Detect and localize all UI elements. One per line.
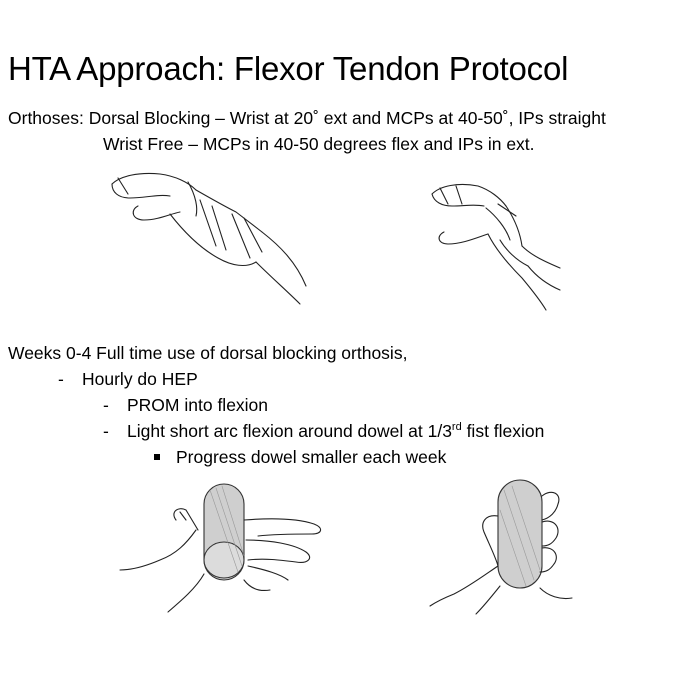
- page-title: HTA Approach: Flexor Tendon Protocol: [8, 50, 569, 87]
- wrist-free-line: Wrist Free – MCPs in 40-50 degrees flex and IPs in ext.: [103, 134, 535, 154]
- light-arc-text: Light short arc flexion around dowel at 1/3: [127, 421, 452, 441]
- dowel-open-hand-illustration: [120, 484, 321, 612]
- dowel-fist-flexion-illustration: [430, 480, 572, 614]
- dash-marker: -: [103, 395, 109, 415]
- list-item-hourly: [58, 369, 198, 390]
- light-arc-text-end: fist flexion: [461, 421, 545, 441]
- prom-text: PROM into flexion: [127, 395, 269, 415]
- wrist-free-orthosis-illustration: [432, 184, 560, 310]
- superscript-rd: rd: [451, 421, 462, 434]
- progress-text: Progress dowel smaller each week: [176, 447, 447, 467]
- weeks-line: Weeks 0-4 Full time use of dorsal blocking orthosis,: [8, 343, 408, 363]
- orthoses-line: Orthoses: Dorsal Blocking – Wrist at 20˚ ext and MCPs at 40-50˚, IPs straight: [8, 108, 606, 128]
- hourly-text: Hourly do HEP: [82, 369, 198, 389]
- dash-marker: -: [58, 369, 64, 389]
- list-item-prom: [103, 395, 268, 416]
- list-item-progress: [152, 447, 446, 468]
- list-item-light-arc: [103, 421, 544, 442]
- square-bullet-icon: [154, 454, 160, 460]
- dash-marker: -: [103, 421, 109, 441]
- dorsal-blocking-orthosis-illustration: [112, 173, 306, 304]
